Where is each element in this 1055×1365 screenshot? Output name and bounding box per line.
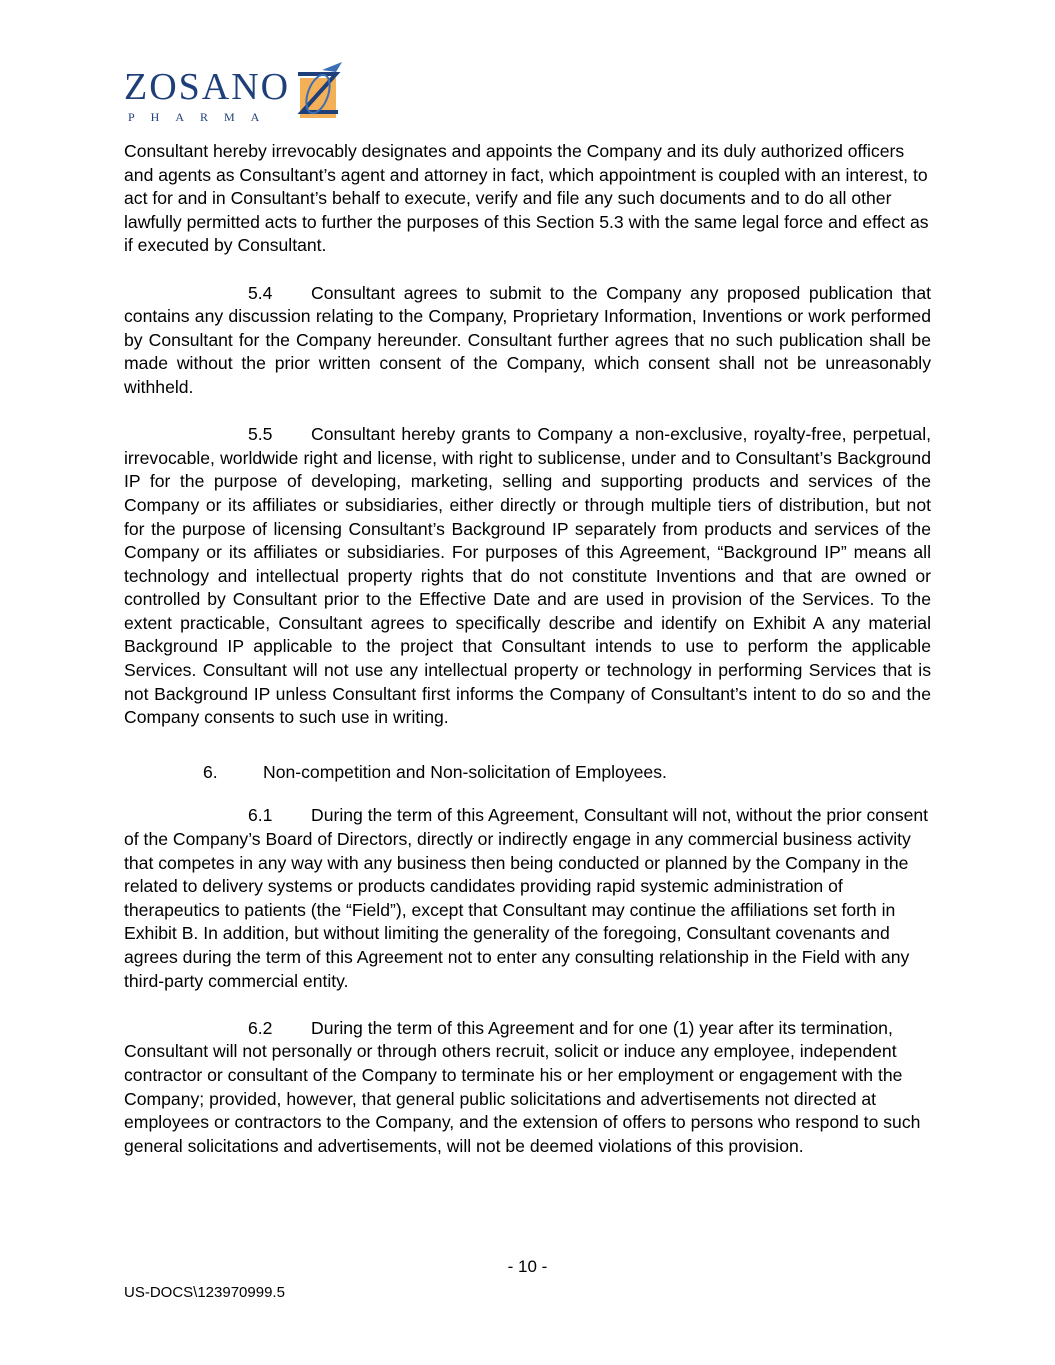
section-number: 6.1: [248, 805, 273, 826]
logo-wordmark: ZOSANO: [124, 66, 291, 108]
company-logo: [124, 60, 354, 126]
section-title: Non-competition and Non-solicitation of Employees.: [263, 761, 667, 782]
section-number: 5.4: [248, 282, 273, 303]
paragraph-5-4: [124, 282, 931, 400]
paragraph-6-1: [124, 804, 931, 993]
paragraph-text: During the term of this Agreement and for one (1) year after its termination, Consultant will not personally or through others recruit, solicit or induce any employee, independent contractor or consultant of the Company to terminate his or her employment or engagement with the Company; provided, however, that general public solicitations and advertisements not directed at employees or contractors to the Company, and the extension of offers to persons who respond to such general solicitations and advertisements, will not be deemed violations of this provision.: [124, 1017, 921, 1156]
page-number: - 10 -: [507, 1257, 548, 1276]
paragraph-text: Consultant hereby grants to Company a non-exclusive, royalty-free, perpetual, irrevocable, worldwide right and license, with right to sublicense, under and to Consultant’s Background IP for the purpose of developing, marketing, selling and supporting products and services of the Company or its affiliates or subsidiaries, either directly or through multiple tiers of distribution, but not for the purpose of licensing Consultant’s Background IP separately from products and services of the Company or its affiliates or subsidiaries. For purposes of this Agreement, “Background IP” means all technology and intellectual property rights that do not constitute Inventions and that are owned or controlled by Consultant prior to the Effective Date and are used in provision of the Services. To the extent practicable, Consultant agrees to specifically describe and identify on Exhibit A any material Background IP applicable to the project that Consultant intends to use to perform the applicable Services. Consultant will not use any intellectual property or technology in performing Services that is not Background IP unless Consultant first informs the Company of Consultant’s intent to do so and the Company consents to such use in writing.: [124, 424, 931, 728]
section-number: 6.2: [248, 1017, 273, 1038]
paragraph-5-5: [124, 423, 931, 730]
paragraph-text: Consultant agrees to submit to the Company any proposed publication that contains any discussion relating to the Company, Proprietary Information, Inventions or work performed by Consultant for the Company hereunder. Consultant further agrees that no such publication shall be made without the prior written consent of the Company, which consent shall not be unreasonably withheld.: [124, 282, 931, 397]
paragraph-text: During the term of this Agreement, Consultant will not, without the prior consent of the Company’s Board of Directors, directly or indirectly engage in any commercial business activity that competes in any way with any business then being conducted or planned by the Company in the related to delivery systems or products candidates providing rapid systemic administration of therapeutics to patients (the “Field”), except that Consultant may continue the affiliations set forth in Exhibit B. In addition, but without limiting the generality of the foregoing, Consultant covenants and agrees during the term of this Agreement not to enter any consulting relationship in the Field with any third-party commercial entity.: [124, 805, 929, 991]
section-number: 6.: [203, 761, 218, 782]
document-body: [124, 140, 931, 1158]
section-number: 5.5: [248, 424, 273, 445]
paragraph-intro: Consultant hereby irrevocably designates and appoints the Company and its duly authorized officers and agents as Consultant’s agent and attorney in fact, which appointment is coupled with an interest, to act for and in Consultant’s behalf to execute, verify and file any such documents and to do all other lawfully permitted acts to further the purposes of this Section 5.3 with the same legal force and effect as if executed by Consultant.: [124, 141, 929, 256]
paragraph-6-2: [124, 1017, 931, 1159]
z-leaf-logo-icon: [292, 60, 348, 124]
document-id: US-DOCS\123970999.5: [124, 1284, 285, 1301]
section-6-heading: [124, 761, 931, 785]
logo-subtitle: PHARMA: [128, 110, 276, 124]
